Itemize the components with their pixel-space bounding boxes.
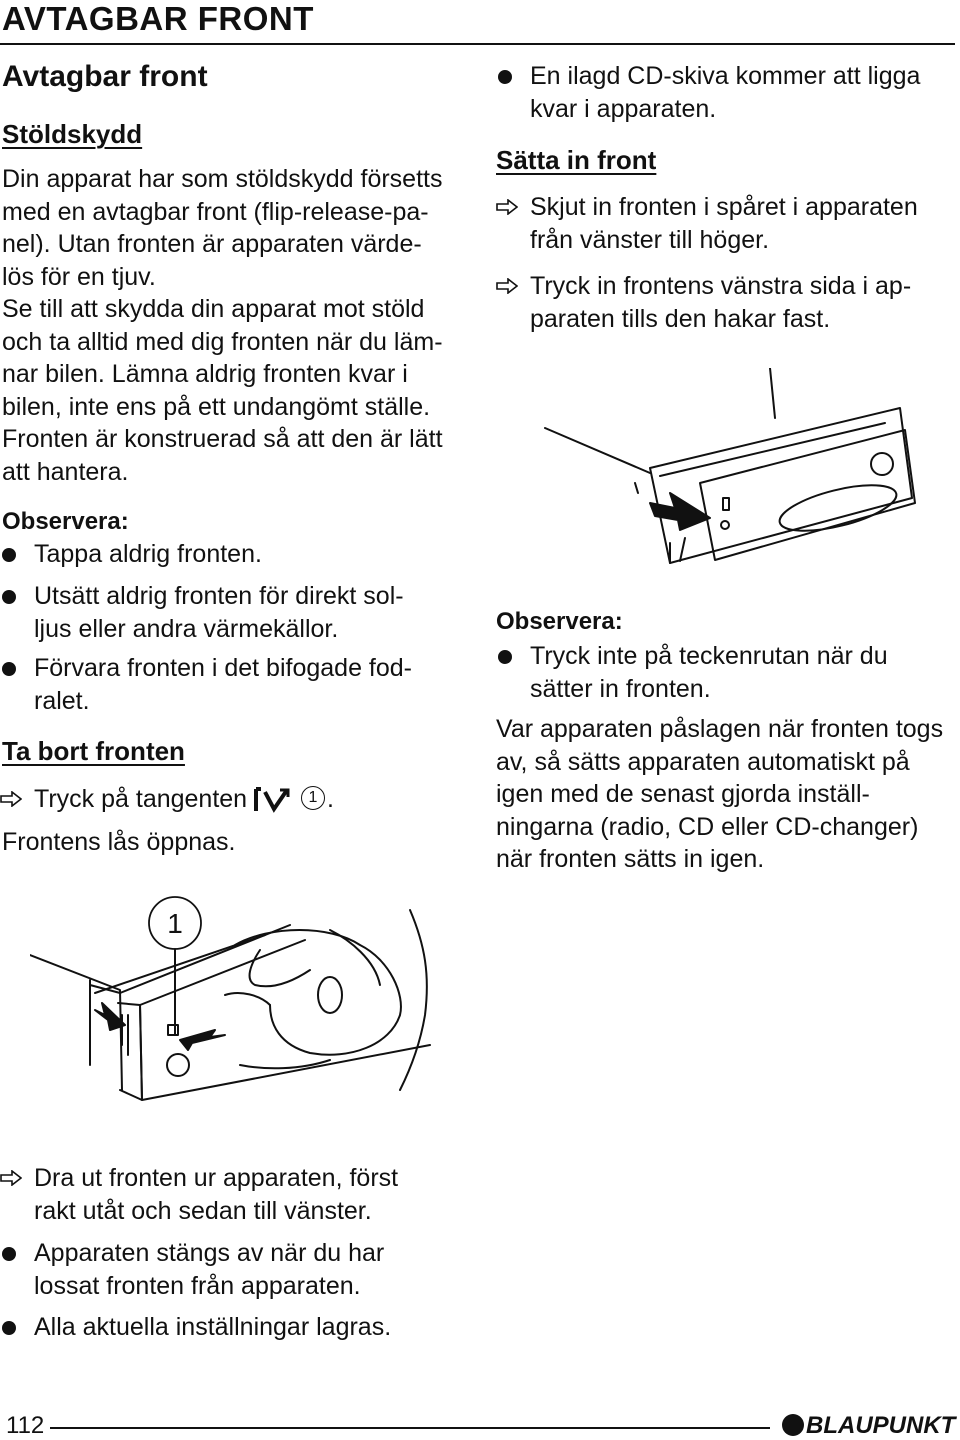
text-line: nel). Utan fronten är apparaten värde-	[2, 230, 422, 258]
text-line: av, så sätts apparaten automatiskt på	[496, 747, 910, 776]
brand-name: BLAUPUNKT	[806, 1412, 956, 1439]
text-line: bilen, inte ens på ett undangömt ställe.	[2, 392, 431, 421]
bullet-dot-icon	[2, 1321, 16, 1335]
theft-heading: Stöldskydd	[2, 119, 143, 149]
key-number-badge: 1	[301, 786, 325, 810]
text-line: Tryck inte på teckenrutan när du	[530, 642, 888, 670]
cd-note	[496, 60, 920, 125]
right-note-label: Observera:	[496, 608, 623, 635]
text-line: Apparaten stängs av när du har	[34, 1239, 385, 1267]
text-line: paraten tills den hakar fast.	[530, 304, 831, 333]
page-header-title: AVTAGBAR FRONT	[2, 0, 314, 37]
text-line: när fronten sätts in igen.	[496, 845, 765, 873]
step-text: Tryck på tangenten	[34, 785, 248, 813]
insert-heading: Sätta in front	[496, 145, 657, 175]
text-line: rakt utåt och sedan till vänster.	[34, 1196, 372, 1225]
insert-front-illustration	[540, 368, 950, 568]
brand-dot-icon	[782, 1414, 804, 1436]
insert-step	[496, 270, 911, 335]
text-line: Fronten är konstruerad så att den är lätt	[2, 425, 443, 453]
bullet-dot-icon	[498, 650, 512, 664]
text-line: Var apparaten påslagen när fronten togs	[496, 715, 944, 743]
text-line: med en avtagbar front (flip-release-pa-	[2, 197, 429, 226]
bullet-dot-icon	[2, 590, 16, 604]
text-line: kvar i apparaten.	[530, 94, 717, 123]
text-line: lös för en tjuv.	[2, 262, 156, 291]
text-line: Skjut in fronten i spåret i apparaten	[530, 193, 918, 221]
bullet-dot-icon	[2, 548, 16, 562]
text-line: igen med de senast gjorda inställ-	[496, 780, 870, 808]
theft-paragraph	[2, 163, 460, 488]
text-line: Se till att skydda din apparat mot stöld	[2, 295, 425, 323]
step-text-end: .	[327, 785, 334, 813]
note-item	[0, 652, 412, 717]
note-item	[0, 538, 262, 571]
remove-front-illustration	[30, 885, 450, 1110]
bullet-dot-icon	[2, 1247, 16, 1261]
note-label: Observera:	[2, 508, 129, 535]
text-line: Utsätt aldrig fronten för direkt sol-	[34, 582, 404, 610]
footer-rule	[50, 1427, 770, 1429]
text-line: En ilagd CD-skiva kommer att ligga	[530, 62, 921, 90]
remove-heading: Ta bort fronten	[2, 736, 185, 766]
remove-step	[0, 783, 334, 816]
bottom-bullet	[0, 1237, 384, 1302]
hollow-arrow-icon	[496, 278, 518, 294]
bottom-bullet	[0, 1311, 391, 1344]
hollow-arrow-icon	[0, 1170, 22, 1186]
remove-result: Frontens lås öppnas.	[2, 828, 236, 856]
text-line: att hantera.	[2, 457, 129, 486]
insert-step	[496, 191, 918, 256]
release-key-icon	[254, 787, 290, 813]
hollow-arrow-icon	[496, 199, 518, 215]
text-line: Dra ut fronten ur apparaten, först	[34, 1164, 399, 1192]
text-line: Din apparat har som stöldskydd försetts	[2, 165, 443, 193]
pull-out-step	[0, 1162, 398, 1227]
auto-on-paragraph	[496, 713, 954, 876]
text-line: nar bilen. Lämna aldrig fronten kvar i	[2, 360, 408, 388]
text-line: ralet.	[34, 686, 90, 715]
callout-number: 1	[167, 908, 183, 939]
text-line: och ta alltid med dig fronten när du läm-	[2, 327, 443, 356]
text-line: Tryck in frontens vänstra sida i ap-	[530, 272, 912, 300]
bullet-dot-icon	[498, 70, 512, 84]
section-title: Avtagbar front	[2, 60, 208, 93]
text-line: ljus eller andra värmekällor.	[34, 614, 339, 643]
text-line: ningarna (radio, CD eller CD-changer)	[496, 812, 919, 841]
page-number: 112	[6, 1412, 45, 1439]
text-line: Förvara fronten i det bifogade fod-	[34, 654, 413, 682]
hollow-arrow-icon	[0, 791, 22, 807]
text-line: Alla aktuella inställningar lagras.	[34, 1313, 392, 1341]
note-item	[0, 580, 404, 645]
text-line: Tappa aldrig fronten.	[34, 540, 262, 568]
header-rule	[0, 43, 955, 45]
text-line: sätter in fronten.	[530, 674, 711, 703]
bullet-dot-icon	[2, 662, 16, 676]
brand-logo	[782, 1412, 955, 1440]
note-item	[496, 640, 888, 705]
text-line: lossat fronten från apparaten.	[34, 1271, 361, 1300]
text-line: från vänster till höger.	[530, 225, 770, 254]
